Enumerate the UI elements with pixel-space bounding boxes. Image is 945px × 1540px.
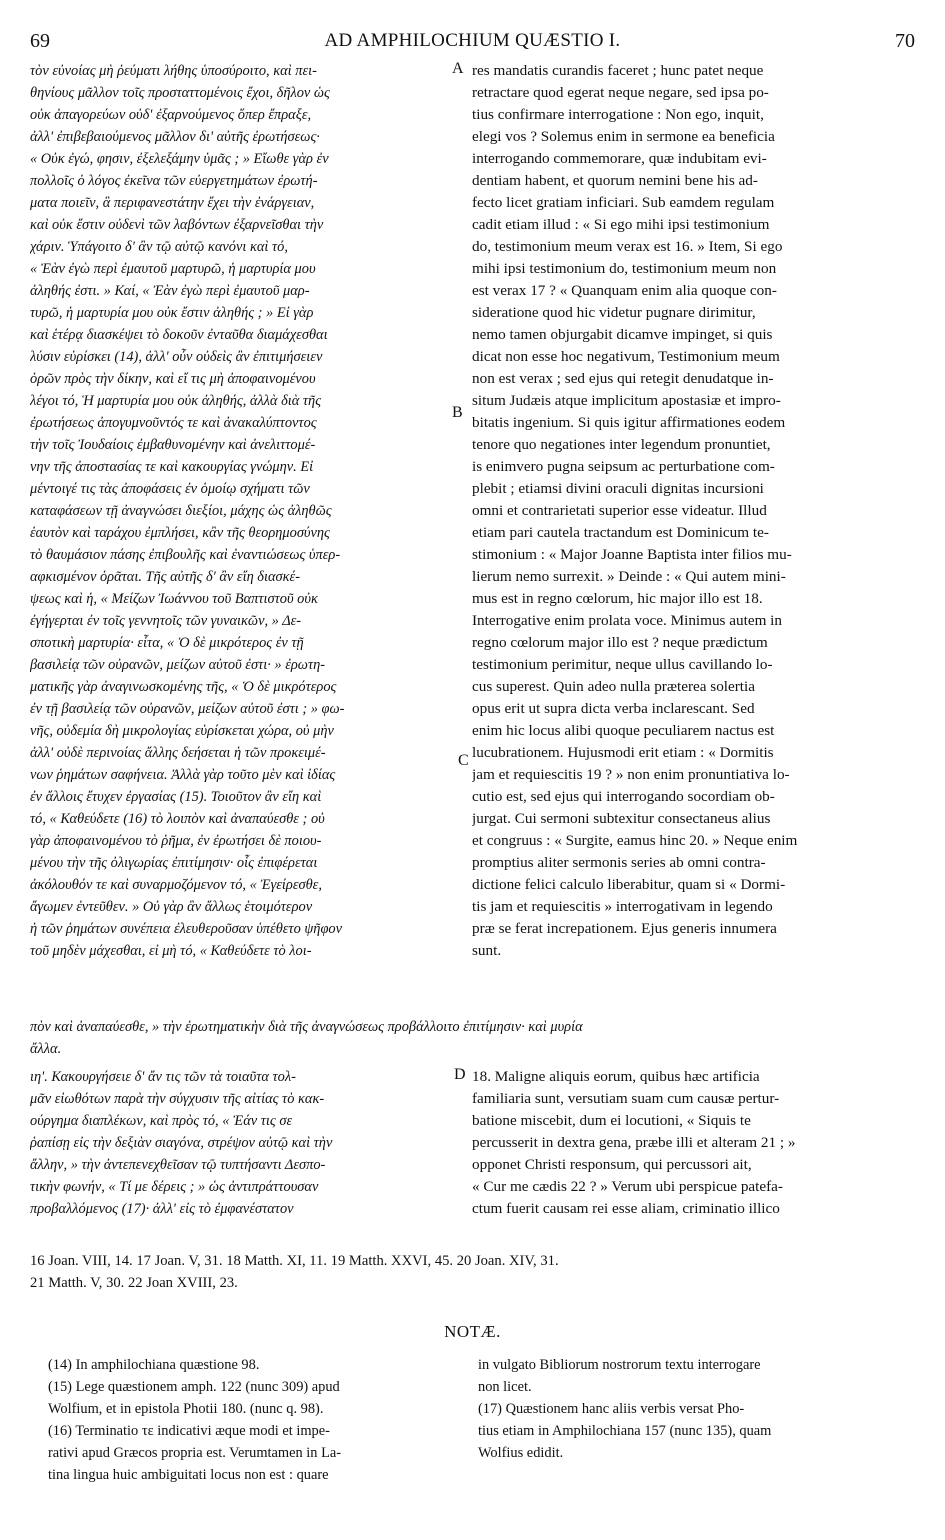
note-line: Wolfius edidit. bbox=[478, 1445, 564, 1461]
latin-text-line: regno cœlorum major illo est ? neque prædictum bbox=[472, 634, 768, 651]
greek-text-line: πολλοῖς ὁ λόγος ἐκεῖνα τῶν εὐεργετημάτων ἐρωτή- bbox=[30, 173, 318, 189]
latin-text-line: jurgat. Cui sermoni subtexitur consectaneus alius bbox=[472, 810, 771, 827]
latin-text-line: interrogando commemorare, quæ indubitam evi- bbox=[472, 150, 767, 167]
footnote-line: 21 Matth. V, 30. 22 Joan XVIII, 23. bbox=[30, 1275, 238, 1291]
greek-text-line: ψεως καὶ ἡ, « Μείζων Ἰωάννου τοῦ Βαπτιστοῦ οὐκ bbox=[30, 591, 318, 607]
greek-text-line: « Οὐκ ἐγώ, φησιν, ἐξελεξάμην ὑμᾶς ; » Εἴωθε γὰρ ἐν bbox=[30, 151, 329, 167]
page-number-left: 69 bbox=[30, 30, 50, 52]
greek-text-line: ἐν ἄλλοις ἔτυχεν ἐργασίας (15). Τοιοῦτον ἂν εἴη καὶ bbox=[30, 789, 322, 805]
latin-text-line: etiam pari cautela tractandum est Dominicum te- bbox=[472, 524, 769, 541]
page-header bbox=[30, 30, 915, 60]
greek-text-line: γὰρ ἀποφαινομένου τὸ ῥῆμα, ἐν ἐρωτήσει δὲ ποιου- bbox=[30, 833, 322, 849]
greek-text-line: ἄλλην, » τὴν ἀντεπενεχθεῖσαν τῷ τυπτήσαντι Δεσπο- bbox=[30, 1157, 326, 1173]
greek-column-lower bbox=[30, 1066, 450, 1220]
greek-text-line: ἐγήγερται ἐν τοῖς γεννητοῖς τῶν γυναικῶν, » Δε- bbox=[30, 613, 302, 629]
latin-text-line: do, testimonium meum verax est 16. » Item, Si ego bbox=[472, 238, 783, 255]
greek-text-line: ἀλλ' ἐπιβεβαιούμενος μᾶλλον δι' αὐτῆς ἐρωτήσεως· bbox=[30, 129, 320, 145]
latin-text-line: sideratione quod hic videtur pugnare dirimitur, bbox=[472, 304, 756, 321]
greek-text-line: βασιλείᾳ τῶν οὐρανῶν, μείζων αὐτοῦ ἐστι· » ἐρωτη- bbox=[30, 657, 326, 673]
greek-text-line: νῆς, οὐδεμία δὴ μικρολογίας εὑρίσκεται χώρα, οὐ μὴν bbox=[30, 723, 334, 739]
notes-left-column bbox=[48, 1356, 458, 1488]
greek-text-line: ἐρωτήσεως ἀπογυμνοῦντός τε καὶ ἀνακαλύπτοντος bbox=[30, 415, 317, 431]
latin-text-line: jam et requiescitis 19 ? » non enim pronuntiativa lo- bbox=[472, 766, 790, 783]
note-line: (17) Quæstionem hanc aliis verbis versat Pho- bbox=[478, 1401, 745, 1417]
greek-text-line: ἡ τῶν ῥημάτων συνέπεια ἐλευθεροῦσαν ὑπέθετο ψῆφον bbox=[30, 921, 342, 937]
greek-text-line: τοῦ μηδὲν μάχεσθαι, εἰ μὴ τό, « Καθεύδετε τὸ λοι- bbox=[30, 943, 312, 959]
latin-text-line: est verax 17 ? « Quanquam enim alia quoque con- bbox=[472, 282, 777, 299]
greek-text-line: θηνίους μᾶλλον τοῖς προσταττομένοις ἔχοι, δῆλον ὡς bbox=[30, 85, 330, 101]
latin-text-line: fecto licet gratiam inficiari. Sub eamdem regulam bbox=[472, 194, 775, 211]
greek-spanning-lines bbox=[30, 1016, 910, 1060]
greek-text-line: χάριν. Ὑπάγοιτο δ' ἂν τῷ αὐτῷ κανόνι καὶ τό, bbox=[30, 239, 288, 255]
section-marker-a: A bbox=[452, 60, 464, 77]
latin-text-line: mihi ipsi testimonium do, testimonium meum non bbox=[472, 260, 777, 277]
section-marker-d: D bbox=[454, 1066, 466, 1083]
greek-text-line: τυρῶ, ἡ μαρτυρία μου οὐκ ἔστιν ἀληθής ; » Εἰ γὰρ bbox=[30, 305, 314, 321]
greek-text-line: τὸ θαυμάσιον πάσης ἐπιβουλῆς καὶ ἐναντιώσεως ὑπερ- bbox=[30, 547, 341, 563]
latin-text-line: præ se ferat increpationem. Ejus generis innumera bbox=[472, 920, 777, 937]
latin-text-line: mus est in regno cœlorum, hic major illo est 18. bbox=[472, 590, 763, 607]
greek-text-line: νην τῆς ἀποστασίας τε καὶ κακουργίας γνώμην. Εἰ bbox=[30, 459, 314, 475]
greek-text-line: ἐν τῇ βασιλείᾳ τῶν οὐρανῶν, μείζων αὐτοῦ ἐστι ; » φω- bbox=[30, 701, 345, 717]
latin-text-line: situm Judæis atque implicitum apostasiæ et impro- bbox=[472, 392, 781, 409]
running-title: AD AMPHILOCHIUM QUÆSTIO I. bbox=[324, 30, 621, 51]
greek-text-line: ὁρῶν πρὸς τὴν δίκην, καὶ εἴ τις μὴ ἀποφαινομένου bbox=[30, 371, 316, 387]
greek-text-line: ματα ποιεῖν, ἃ περιφανεστάτην ἔχει τὴν ἐνάργειαν, bbox=[30, 195, 315, 211]
latin-text-line: lucubrationem. Hujusmodi erit etiam : « Dormitis bbox=[472, 744, 774, 761]
latin-text-line: dicat non esse hoc negativum, Testimonium meum bbox=[472, 348, 780, 365]
greek-text-line: καὶ οὐκ ἔστιν οὐδενὶ τῶν λαβόντων ἐξαρνεῖσθαι τὴν bbox=[30, 217, 324, 233]
greek-text-line: μέντοιγέ τις τὰς ἀποφάσεις ἐν ὁμοίῳ σχήματι τῶν bbox=[30, 481, 310, 497]
notes-right-column bbox=[478, 1356, 918, 1466]
latin-text-line: dictione felici calculo liberabitur, quam si « Dormi- bbox=[472, 876, 786, 893]
latin-text-line: et congruus : « Surgite, eamus hinc 20. » Neque enim bbox=[472, 832, 798, 849]
latin-text-line: tis jam et requiescitis » interrogativam in legendo bbox=[472, 898, 773, 915]
greek-text-line: ἄγωμεν ἐντεῦθεν. » Οὐ γὰρ ἂν ἄλλως ἑτοιμότερον bbox=[30, 899, 313, 915]
footnote-line: 16 Joan. VIII, 14. 17 Joan. V, 31. 18 Matth. XI, 11. 19 Matth. XXVI, 45. 20 Joan. XIV, 31. bbox=[30, 1253, 559, 1269]
notae-heading: NOTÆ. bbox=[444, 1322, 501, 1341]
latin-text-line: familiaria sunt, versutiam suam cum causæ pertur- bbox=[472, 1090, 780, 1107]
page-number-right: 70 bbox=[895, 30, 915, 52]
greek-text-line: τό, « Καθεύδετε (16) τὸ λοιπὸν καὶ ἀναπαύεσθε ; οὐ bbox=[30, 811, 325, 827]
latin-text-line: ctum fuerit causam rei esse aliam, criminatio illico bbox=[472, 1200, 780, 1217]
greek-text-line: τὴν τοῖς Ἰουδαίοις ἐμβαθυνομένην καὶ ἀνελιττομέ- bbox=[30, 437, 316, 453]
latin-column-lower bbox=[472, 1066, 912, 1220]
greek-text-line: οὐκ ἀπαγορεύων οὐδ' ἐξαρνούμενος ὅπερ ἔπραξε, bbox=[30, 107, 312, 123]
greek-text-line: ῥαπίσῃ εἰς τὴν δεξιὰν σιαγόνα, στρέψον αὐτῷ καὶ τὴν bbox=[30, 1135, 333, 1151]
greek-text-line: τὸν εὐνοίας μὴ ῥεύματι λήθης ὑποσύροιτο, καὶ πει- bbox=[30, 63, 317, 79]
latin-text-line: opponet Christi responsum, qui percussori ait, bbox=[472, 1156, 752, 1173]
latin-text-line: enim hic locus alibi quoque peculiarem nactus est bbox=[472, 722, 775, 739]
latin-text-line: tenore quo negationes inter legendum pronuntiet, bbox=[472, 436, 771, 453]
greek-column bbox=[30, 60, 450, 962]
greek-text-line: καὶ ἑτέρᾳ διασκέψει τὸ δοκοῦν ἐνταῦθα διαμάχεσθαι bbox=[30, 327, 328, 343]
latin-text-line: non est verax ; sed ejus qui retegit denudatque in- bbox=[472, 370, 774, 387]
greek-text-line: ἀλλ' οὐδὲ περινοίας ἄλλης δεήσεται ἡ τῶν προκειμέ- bbox=[30, 745, 326, 761]
latin-column bbox=[472, 60, 912, 962]
latin-text-line: lierum nemo surrexit. » Deinde : « Qui autem mini- bbox=[472, 568, 786, 585]
greek-text-line: μένου τὴν τῆς ὀλιγωρίας ἐπιτίμησιν· οἷς ἐπιφέρεται bbox=[30, 855, 318, 871]
note-line: (15) Lege quæstionem amph. 122 (nunc 309) apud bbox=[48, 1379, 340, 1395]
latin-text-line: cus superest. Quin adeo nulla præterea solertia bbox=[472, 678, 755, 695]
latin-text-line: elegi vos ? Solemus enim in sermone ea beneficia bbox=[472, 128, 775, 145]
greek-text-line: μᾶν εἰωθότων παρὰ τὴν σύγχυσιν τῆς αἰτίας τὸ κακ- bbox=[30, 1091, 325, 1107]
latin-text-line: stimonium : « Major Joanne Baptista inter filios mu- bbox=[472, 546, 792, 563]
latin-text-line: 18. Maligne aliquis eorum, quibus hæc artificia bbox=[472, 1068, 760, 1085]
latin-text-line: sunt. bbox=[472, 942, 502, 959]
latin-text-line: testimonium perimitur, neque ullus cavillando lo- bbox=[472, 656, 773, 673]
note-line: tina lingua huic ambiguitati locus non est : quare bbox=[48, 1467, 329, 1483]
greek-text-line: καταφάσεων τῇ ἀναγνώσει διεξίοι, μάχης ὡς ἀληθῶς bbox=[30, 503, 332, 519]
greek-text-line: ἑαυτὸν καὶ ταράχου ἐμπλήσει, κἂν τῆς θεορημοσύνης bbox=[30, 525, 330, 541]
note-line: rativi apud Græcos propria est. Verumtamen in La- bbox=[48, 1445, 342, 1461]
latin-text-line: retractare quod egerat neque negare, sed ipsa po- bbox=[472, 84, 769, 101]
section-marker-b: B bbox=[452, 404, 463, 421]
note-line: Wolfium, et in epistola Photii 180. (nunc q. 98). bbox=[48, 1401, 324, 1417]
note-line: tius etiam in Amphilochiana 157 (nunc 135), quam bbox=[478, 1423, 772, 1439]
greek-text-line: ματικῆς γὰρ ἀναγινωσκομένης τῆς, « Ὁ δὲ μικρότερος bbox=[30, 679, 337, 695]
note-line: (16) Terminatio τε indicativi æque modi et impe- bbox=[48, 1423, 330, 1439]
greek-text-line: λύσιν εὑρίσκει (14), ἀλλ' οὖν οὐδεὶς ἂν ἐπιτιμήσειεν bbox=[30, 349, 323, 365]
greek-text-line: ιη'. Κακουργήσειε δ' ἄν τις τῶν τὰ τοιαῦτα τολ- bbox=[30, 1069, 296, 1085]
greek-text-line: ούργημα διαπλέκων, καὶ πρὸς τό, « Ἐάν τις σε bbox=[30, 1113, 293, 1129]
greek-text-line: τικὴν φωνήν, « Τί με δέρεις ; » ὡς ἀντιπράττουσαν bbox=[30, 1179, 319, 1195]
latin-text-line: nemo tamen objurgabit dicamve impinget, si quis bbox=[472, 326, 773, 343]
latin-text-line: promptius aliter sermonis series ab omni contra- bbox=[472, 854, 766, 871]
greek-text-line: προβαλλόμενος (17)· ἀλλ' εἰς τὸ ἐμφανέστατον bbox=[30, 1201, 294, 1217]
latin-text-line: « Cur me cædis 22 ? » Verum ubi perspicue patefa- bbox=[472, 1178, 783, 1195]
note-line: in vulgato Bibliorum nostrorum textu interrogare bbox=[478, 1357, 761, 1373]
greek-text-line: αφκισμένον ὁρᾶται. Τῆς αὐτῆς δ' ἂν εἴη διασκέ- bbox=[30, 569, 301, 585]
greek-tail-line: ἄλλα. bbox=[30, 1041, 62, 1057]
greek-text-line: ἀληθής ἐστι. » Καί, « Ἐὰν ἐγὼ περὶ ἐμαυτοῦ μαρ- bbox=[30, 283, 310, 299]
latin-text-line: tius confirmare interrogatione : Non ego, inquit, bbox=[472, 106, 764, 123]
latin-text-line: Interrogative enim prolata voce. Minimus autem in bbox=[472, 612, 782, 629]
latin-text-line: cadit etiam illud : « Si ego mihi ipsi testimonium bbox=[472, 216, 770, 233]
greek-text-line: σποτικὴ μαρτυρία· εἶτα, « Ὁ δὲ μικρότερος ἐν τῇ bbox=[30, 635, 304, 651]
note-line: (14) In amphilochiana quæstione 98. bbox=[48, 1357, 260, 1373]
latin-text-line: is enimvero pugna seipsum ac perturbatione com- bbox=[472, 458, 775, 475]
greek-text-line: « Ἐὰν ἐγὼ περὶ ἐμαυτοῦ μαρτυρῶ, ἡ μαρτυρία μου bbox=[30, 261, 316, 277]
latin-text-line: batione miscebit, dum ei locutioni, « Siquis te bbox=[472, 1112, 751, 1129]
latin-text-line: omni et contrarietati superior esse videatur. Illud bbox=[472, 502, 767, 519]
latin-text-line: dentiam habent, et quorum nemini bene his ad- bbox=[472, 172, 758, 189]
greek-text-line: λέγοι τό, Ἡ μαρτυρία μου οὐκ ἀληθής, ἀλλὰ διὰ τῆς bbox=[30, 393, 322, 409]
section-marker-c: C bbox=[458, 752, 469, 769]
latin-text-line: cutio est, sed ejus qui interrogando socordiam ob- bbox=[472, 788, 775, 805]
latin-text-line: opus erit ut supra dicta verba inclarescant. Sed bbox=[472, 700, 755, 717]
latin-text-line: res mandatis curandis faceret ; hunc patet neque bbox=[472, 62, 764, 79]
greek-tail-line: πὸν καὶ ἀναπαύεσθε, » τὴν ἐρωτηματικὴν διὰ τῆς ἀναγνώσεως προβάλλοιτο ἐπιτίμησιν· καὶ μυρία bbox=[30, 1019, 583, 1035]
greek-text-line: ἀκόλουθόν τε καὶ συναρμοζόμενον τό, « Ἐγείρεσθε, bbox=[30, 877, 322, 893]
latin-text-line: bitatis ingenium. Si quis igitur affirmationes eodem bbox=[472, 414, 786, 431]
latin-text-line: plebit ; etiamsi divini oraculi dignitas incursioni bbox=[472, 480, 764, 497]
footnotes bbox=[30, 1250, 910, 1294]
note-line: non licet. bbox=[478, 1379, 532, 1395]
latin-text-line: percusserit in dextra gena, præbe illi et alteram 21 ; » bbox=[472, 1134, 796, 1151]
greek-text-line: νων ῥημάτων σαφήνεια. Ἀλλὰ γὰρ τοῦτο μὲν καὶ ἰδίας bbox=[30, 767, 336, 783]
